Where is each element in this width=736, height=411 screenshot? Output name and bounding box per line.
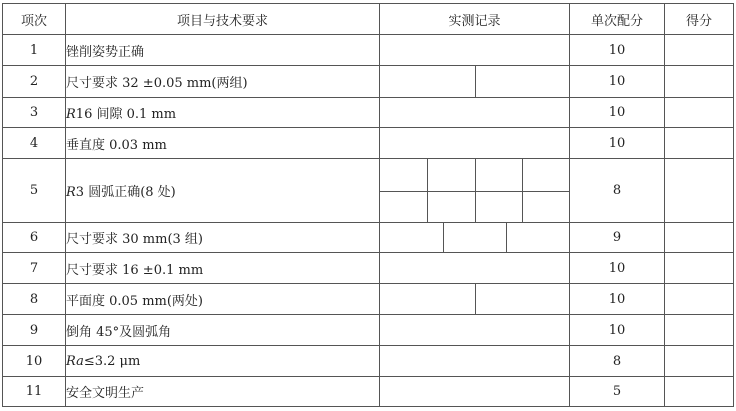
table-row	[3, 253, 734, 284]
earned-cell	[665, 223, 734, 253]
earned-cell	[665, 66, 734, 98]
requirement-text: 垂直度 0.03 mm	[66, 137, 167, 153]
earned-cell	[665, 377, 734, 407]
earned-cell	[665, 284, 734, 315]
earned-cell	[665, 98, 734, 128]
table-row	[3, 346, 734, 377]
scoring-table	[2, 3, 734, 407]
table-row	[3, 35, 734, 66]
row-score: 10	[570, 315, 665, 346]
requirement-symbol: Ra	[66, 353, 84, 369]
requirement-text: 锉削姿势正确	[66, 44, 145, 60]
header-earned: 得分	[665, 4, 734, 35]
row-number: 7	[3, 253, 66, 284]
earned-cell	[665, 128, 734, 159]
requirement-text: 平面度 0.05 mm(两处)	[66, 293, 204, 309]
earned-cell	[665, 159, 734, 223]
row-requirement	[66, 98, 380, 128]
row-score: 10	[570, 128, 665, 159]
header-no: 项次	[3, 4, 66, 35]
requirement-text: 16 间隙 0.1 mm	[75, 107, 177, 122]
row-requirement	[66, 66, 380, 98]
table-row	[3, 377, 734, 407]
row-number: 4	[3, 128, 66, 159]
earned-cell	[665, 253, 734, 284]
table-row	[3, 128, 734, 159]
table-row	[3, 98, 734, 128]
requirement-text: 尺寸要求 32 ±0.05 mm(两组)	[66, 76, 248, 91]
earned-cell	[665, 346, 734, 377]
row-number: 3	[3, 98, 66, 128]
measurement-cell	[380, 284, 570, 315]
measurement-cell	[380, 98, 570, 128]
row-score: 10	[570, 284, 665, 315]
measurement-cell	[380, 377, 570, 407]
requirement-symbol: R	[66, 185, 76, 200]
row-number: 1	[3, 35, 66, 66]
requirement-text: 尺寸要求 16 ±0.1 mm	[66, 262, 204, 278]
row-number: 5	[3, 159, 66, 223]
row-requirement	[66, 315, 380, 346]
requirement-text: 尺寸要求 30 mm(3 组)	[66, 232, 204, 247]
row-requirement	[66, 346, 380, 377]
table-row	[3, 66, 734, 98]
measurement-cell	[380, 315, 570, 346]
row-requirement	[66, 223, 380, 253]
measurement-cell	[380, 35, 570, 66]
requirement-text: 倒角 45°及圆弧角	[66, 324, 172, 340]
header-record: 实测记录	[380, 4, 570, 35]
measurement-cell	[380, 159, 570, 223]
row-score: 8	[570, 346, 665, 377]
earned-cell	[665, 315, 734, 346]
measurement-cell	[380, 223, 570, 253]
row-requirement	[66, 128, 380, 159]
row-score: 10	[570, 98, 665, 128]
header-score: 单次配分	[570, 4, 665, 35]
table-row	[3, 284, 734, 315]
earned-cell	[665, 35, 734, 66]
row-number: 8	[3, 284, 66, 315]
row-number: 6	[3, 223, 66, 253]
row-requirement	[66, 159, 380, 223]
header-item: 项目与技术要求	[66, 4, 380, 35]
measurement-cell	[380, 128, 570, 159]
row-requirement	[66, 35, 380, 66]
header-row	[3, 4, 734, 35]
measurement-cell	[380, 66, 570, 98]
measurement-cell	[380, 346, 570, 377]
table-row	[3, 315, 734, 346]
row-score: 10	[570, 35, 665, 66]
row-requirement	[66, 253, 380, 284]
row-number: 10	[3, 346, 66, 377]
row-requirement	[66, 284, 380, 315]
row-requirement	[66, 377, 380, 407]
requirement-text: 3 圆弧正确(8 处)	[75, 185, 176, 200]
measurement-cell	[380, 253, 570, 284]
requirement-symbol: R	[66, 107, 76, 122]
row-score: 5	[570, 377, 665, 407]
row-score: 9	[570, 223, 665, 253]
row-score: 8	[570, 159, 665, 223]
row-score: 10	[570, 253, 665, 284]
row-number: 2	[3, 66, 66, 98]
row-number: 11	[3, 377, 66, 407]
requirement-text: ≤3.2 μm	[83, 353, 141, 369]
table-row	[3, 223, 734, 253]
table-row	[3, 159, 734, 223]
requirement-text: 安全文明生产	[66, 386, 145, 401]
row-number: 9	[3, 315, 66, 346]
row-score: 10	[570, 66, 665, 98]
